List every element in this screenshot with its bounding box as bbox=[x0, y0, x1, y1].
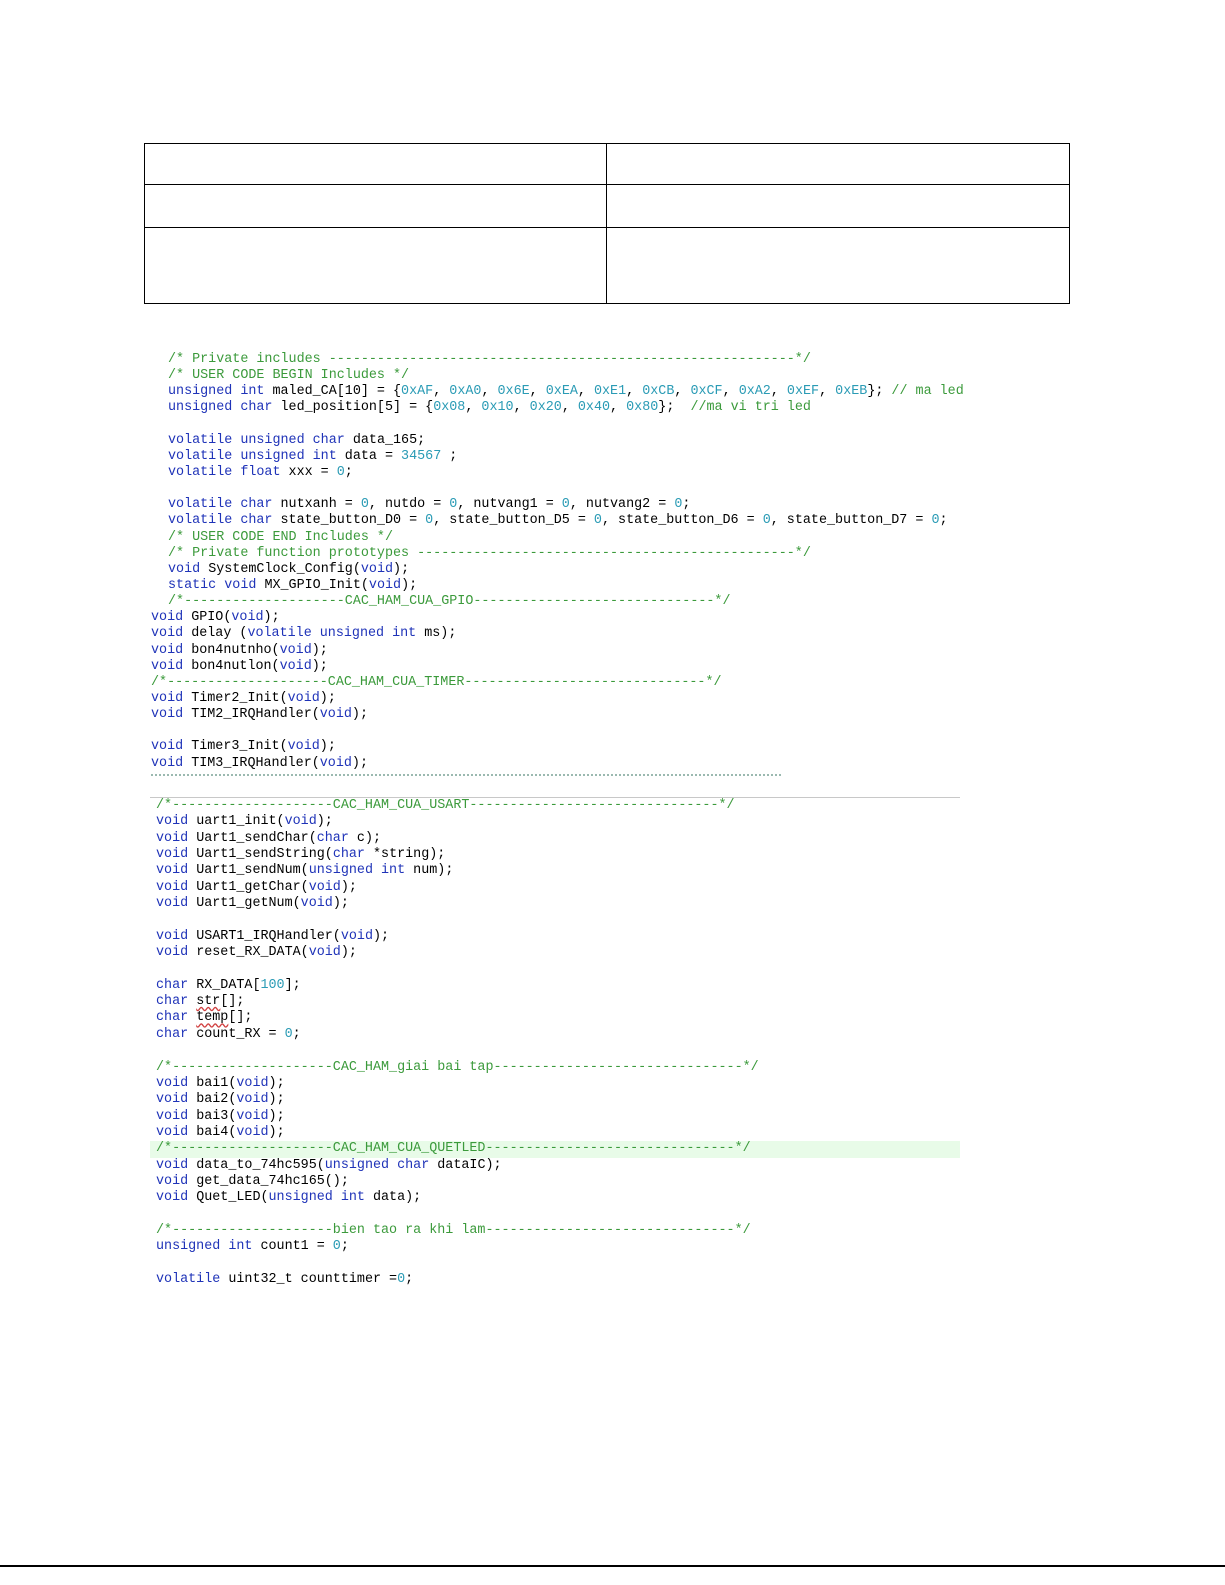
code-token: unsigned int bbox=[168, 384, 265, 400]
code-token: ); bbox=[319, 739, 336, 755]
code-line bbox=[151, 675, 964, 691]
code-line bbox=[151, 562, 964, 578]
code-token: uart1_init( bbox=[188, 814, 285, 830]
code-token: }; bbox=[867, 384, 892, 400]
code-line bbox=[156, 1256, 960, 1272]
code-screenshot-2 bbox=[150, 797, 960, 1288]
code-line bbox=[156, 896, 960, 912]
code-token: ; bbox=[405, 1271, 414, 1287]
code-token: 0 bbox=[674, 497, 683, 513]
code-token: ]; bbox=[284, 977, 301, 993]
code-token: void bbox=[236, 1092, 269, 1108]
code-token: /*--------------------CAC_HAM_CUA_USART-------------------------------*/ bbox=[156, 798, 735, 813]
code-token: , bbox=[819, 384, 836, 400]
code-token: count1 = bbox=[252, 1239, 333, 1255]
code-token: char bbox=[156, 1026, 189, 1042]
code-token: 0xEA bbox=[545, 384, 578, 400]
code-token: reset_RX_DATA( bbox=[188, 945, 309, 961]
code-line bbox=[156, 880, 960, 896]
code-token: Uart1_getChar( bbox=[188, 879, 309, 895]
code-token: Timer2_Init( bbox=[183, 690, 288, 706]
code-token: void bbox=[308, 945, 341, 961]
code-token: 0xCF bbox=[690, 384, 723, 400]
code-token: ; bbox=[340, 1239, 349, 1255]
code-line bbox=[151, 691, 964, 707]
code-token: 0 bbox=[449, 497, 458, 513]
code-line bbox=[150, 1141, 960, 1157]
code-token: , bbox=[561, 400, 578, 416]
code-token: , state_button_D6 = bbox=[601, 513, 763, 529]
code-token: c); bbox=[348, 830, 382, 846]
code-line bbox=[151, 546, 964, 562]
code-token: data); bbox=[364, 1190, 422, 1206]
code-token: ; bbox=[292, 1026, 301, 1042]
code-token: /* USER CODE BEGIN Includes */ bbox=[168, 368, 410, 384]
code-token: char bbox=[316, 830, 349, 846]
code-line bbox=[151, 513, 964, 529]
code-token: state_button_D0 = bbox=[272, 513, 426, 529]
code-token: ); bbox=[311, 658, 328, 674]
code-token: USART1_IRQHandler( bbox=[188, 928, 341, 944]
code-token: void bbox=[156, 1190, 189, 1206]
code-token: str bbox=[196, 994, 221, 1010]
code-screenshot-1 bbox=[151, 352, 964, 772]
code-line bbox=[156, 1092, 960, 1108]
code-token: , bbox=[465, 400, 482, 416]
code-token: char bbox=[332, 847, 365, 863]
code-token: , bbox=[529, 384, 546, 400]
code-line bbox=[151, 530, 964, 546]
code-line bbox=[151, 497, 964, 513]
code-token: ); bbox=[268, 1108, 285, 1124]
code-token: ); bbox=[351, 755, 368, 771]
code-token: get_data_74hc165(); bbox=[188, 1173, 349, 1189]
code-token: void bbox=[151, 626, 184, 642]
code-line bbox=[151, 707, 964, 723]
code-line bbox=[151, 578, 964, 594]
code-token: void bbox=[156, 814, 189, 830]
code-token: }; bbox=[658, 400, 691, 416]
code-line bbox=[151, 594, 964, 610]
code-token: void bbox=[340, 928, 373, 944]
code-token: 0xAF bbox=[401, 384, 434, 400]
code-token: void bbox=[236, 1124, 269, 1140]
code-token: []; bbox=[228, 1010, 253, 1026]
code-line bbox=[151, 756, 964, 772]
code-token: 0x6E bbox=[497, 384, 530, 400]
code-token: ); bbox=[401, 577, 418, 593]
code-token: ; bbox=[441, 448, 458, 464]
code-token: data_to_74hc595( bbox=[188, 1157, 325, 1173]
code-token: dataIC); bbox=[429, 1157, 502, 1173]
code-token: , bbox=[513, 400, 530, 416]
code-token: void bbox=[360, 561, 394, 577]
code-token: 0x20 bbox=[529, 400, 562, 416]
code-token: TIM2_IRQHandler( bbox=[183, 707, 320, 723]
code-token: ); bbox=[311, 642, 328, 658]
code-token: xxx = bbox=[280, 464, 337, 480]
code-token: void bbox=[151, 658, 184, 674]
code-token: unsigned int bbox=[156, 1239, 253, 1255]
code-token: void bbox=[156, 847, 189, 863]
code-token: *string); bbox=[364, 847, 446, 863]
code-token: void bbox=[156, 1108, 189, 1124]
code-token: Uart1_sendString( bbox=[188, 847, 333, 863]
code-line bbox=[156, 1043, 960, 1059]
code-token: ; bbox=[682, 497, 691, 513]
code-token: /* USER CODE END Includes */ bbox=[168, 529, 393, 545]
code-token: 0xEF bbox=[786, 384, 820, 400]
table-cell bbox=[145, 185, 607, 228]
code-line bbox=[156, 1272, 960, 1288]
code-token: data_165; bbox=[344, 432, 426, 448]
code-token: , nutvang2 = bbox=[569, 497, 675, 513]
code-token: void bbox=[156, 928, 189, 944]
code-line bbox=[151, 610, 964, 626]
code-line bbox=[156, 1158, 960, 1174]
code-token: 0xA0 bbox=[449, 384, 482, 400]
code-token: Uart1_sendChar( bbox=[188, 830, 317, 846]
code-token: void bbox=[319, 707, 352, 723]
code-line bbox=[156, 1223, 960, 1239]
code-line bbox=[151, 739, 964, 755]
code-token: ); bbox=[340, 945, 357, 961]
code-line bbox=[156, 1190, 960, 1206]
code-token: []; bbox=[220, 994, 245, 1010]
code-token: volatile char bbox=[168, 513, 273, 529]
code-token: void bbox=[151, 707, 184, 723]
code-line bbox=[151, 626, 964, 642]
code-token: nutxanh = bbox=[272, 497, 361, 513]
code-token: 0 bbox=[561, 497, 570, 513]
code-token: data = bbox=[336, 448, 402, 464]
code-line bbox=[156, 1125, 960, 1141]
code-token: 0 bbox=[336, 464, 345, 480]
table-cell bbox=[606, 144, 1070, 185]
code-token: TIM3_IRQHandler( bbox=[183, 755, 320, 771]
code-line bbox=[151, 352, 964, 368]
code-token: , bbox=[577, 384, 594, 400]
table-row bbox=[145, 185, 1070, 228]
code-token: 0x10 bbox=[481, 400, 514, 416]
code-token: delay ( bbox=[183, 626, 248, 642]
code-token: Quet_LED( bbox=[188, 1190, 269, 1206]
code-token: GPIO( bbox=[183, 610, 232, 626]
code-line bbox=[151, 643, 964, 659]
code-token: 0xA2 bbox=[738, 384, 771, 400]
code-token: uint32_t counttimer = bbox=[220, 1271, 398, 1287]
code-token: void bbox=[284, 814, 317, 830]
code-token: char bbox=[156, 1010, 189, 1026]
code-token: void bbox=[156, 1092, 189, 1108]
code-token: led_position[5] = { bbox=[272, 400, 434, 416]
code-token: ms); bbox=[416, 626, 457, 642]
code-token: , bbox=[770, 384, 787, 400]
table-cell bbox=[606, 228, 1070, 304]
code-line bbox=[156, 1109, 960, 1125]
code-token: void bbox=[319, 755, 352, 771]
code-token bbox=[188, 994, 196, 1009]
code-line bbox=[151, 433, 964, 449]
code-token: void bbox=[368, 577, 402, 593]
code-token: void bbox=[151, 739, 184, 755]
code-token: 0x80 bbox=[626, 400, 659, 416]
code-token: ); bbox=[332, 896, 349, 912]
code-token: 0xCB bbox=[642, 384, 675, 400]
code-token: 0 bbox=[593, 513, 602, 529]
code-token: void bbox=[156, 863, 189, 879]
code-token: void bbox=[287, 690, 320, 706]
code-token: SystemClock_Config( bbox=[200, 561, 361, 577]
code-token: void bbox=[156, 896, 189, 912]
code-token: 0 bbox=[284, 1026, 293, 1042]
code-token: ); bbox=[319, 690, 336, 706]
code-token: num); bbox=[405, 863, 454, 879]
code-token: Uart1_sendNum( bbox=[188, 863, 309, 879]
code-token: , bbox=[610, 400, 627, 416]
code-line bbox=[151, 481, 964, 497]
code-line bbox=[151, 659, 964, 675]
table-cell bbox=[145, 228, 607, 304]
code-token: /* Private function prototypes -----------------------------------------------*/ bbox=[168, 545, 811, 561]
code-token: void bbox=[151, 755, 184, 771]
code-token: temp bbox=[196, 1010, 229, 1026]
code-token: void bbox=[156, 1173, 189, 1189]
code-token: RX_DATA[ bbox=[188, 977, 261, 993]
code-token: char bbox=[156, 994, 189, 1010]
code-line bbox=[156, 1174, 960, 1190]
table-cell bbox=[606, 185, 1070, 228]
code-token: unsigned char bbox=[168, 400, 273, 416]
code-line bbox=[156, 945, 960, 961]
code-token: volatile unsigned int bbox=[168, 448, 337, 464]
table-row bbox=[145, 228, 1070, 304]
code-token: volatile unsigned int bbox=[247, 626, 417, 642]
code-token: 0xE1 bbox=[593, 384, 627, 400]
code-token: unsigned char bbox=[324, 1157, 430, 1173]
code-token: 0x08 bbox=[433, 400, 466, 416]
code-token: /*--------------------CAC_HAM_CUA_QUETLED-------------------------------*/ bbox=[156, 1141, 751, 1157]
code-token: void bbox=[151, 690, 184, 706]
code-token: , nutvang1 = bbox=[457, 497, 562, 513]
page-bottom-rule bbox=[0, 1565, 1225, 1567]
code-token: ); bbox=[393, 561, 410, 577]
code-token: ); bbox=[340, 879, 357, 895]
table-row bbox=[145, 144, 1070, 185]
code-token: void bbox=[236, 1108, 269, 1124]
code-token: bai2( bbox=[188, 1092, 237, 1108]
code-token: void bbox=[156, 1157, 189, 1173]
code-token: bon4nutlon( bbox=[183, 658, 280, 674]
code-token: void bbox=[151, 642, 184, 658]
code-token: volatile bbox=[156, 1271, 221, 1287]
code-token: /*--------------------bien tao ra khi lam-------------------------------*/ bbox=[156, 1222, 751, 1238]
code-line bbox=[156, 1076, 960, 1092]
code-line bbox=[156, 814, 960, 830]
code-token: , state_button_D7 = bbox=[770, 513, 932, 529]
code-line bbox=[151, 465, 964, 481]
code-line bbox=[156, 978, 960, 994]
code-token: ); bbox=[263, 610, 280, 626]
code-token: , nutdo = bbox=[368, 497, 450, 513]
code-line bbox=[156, 863, 960, 879]
code-token: 0 bbox=[762, 513, 771, 529]
code-line bbox=[156, 961, 960, 977]
code-token: 34567 bbox=[401, 448, 442, 464]
code-token: // ma led bbox=[891, 384, 964, 400]
code-line bbox=[151, 368, 964, 384]
code-token: void bbox=[279, 658, 312, 674]
code-line bbox=[151, 449, 964, 465]
code-token: 0 bbox=[931, 513, 940, 529]
code-line bbox=[151, 417, 964, 433]
code-token: volatile float bbox=[168, 464, 281, 480]
code-token: void bbox=[231, 610, 264, 626]
code-token: Uart1_getNum( bbox=[188, 896, 301, 912]
code-line bbox=[156, 994, 960, 1010]
code-line bbox=[156, 798, 960, 814]
code-line bbox=[156, 831, 960, 847]
code-token: void bbox=[156, 1124, 189, 1140]
code-line bbox=[156, 1060, 960, 1076]
code-token: unsigned int bbox=[268, 1190, 365, 1206]
code-token: ); bbox=[268, 1092, 285, 1108]
code-token: char bbox=[156, 977, 189, 993]
code-token: void bbox=[156, 879, 189, 895]
code-line bbox=[151, 384, 964, 400]
code-line bbox=[156, 1239, 960, 1255]
code-token: volatile char bbox=[168, 497, 273, 513]
code-token: maled_CA[10] = { bbox=[264, 384, 402, 400]
code-token: void bbox=[308, 879, 341, 895]
code-token: ; bbox=[344, 464, 353, 480]
code-token: , bbox=[722, 384, 739, 400]
code-token: /*--------------------CAC_HAM_CUA_GPIO------------------------------*/ bbox=[168, 594, 731, 610]
cropped-code-line bbox=[151, 771, 781, 777]
code-token: 0x40 bbox=[577, 400, 611, 416]
code-token: 0 bbox=[360, 497, 369, 513]
code-token: 0 bbox=[397, 1271, 406, 1287]
code-token: void bbox=[168, 561, 201, 577]
code-token: ); bbox=[268, 1124, 285, 1140]
code-token: , state_button_D5 = bbox=[433, 513, 594, 529]
code-token: 100 bbox=[260, 977, 285, 993]
code-token: , bbox=[674, 384, 691, 400]
code-token: unsigned int bbox=[308, 863, 406, 879]
code-line bbox=[151, 723, 964, 739]
code-token: bon4nutnho( bbox=[183, 642, 280, 658]
code-token: static void bbox=[168, 577, 257, 593]
code-token: , bbox=[481, 384, 498, 400]
code-token: 0 bbox=[425, 513, 434, 529]
code-token: void bbox=[156, 1075, 189, 1091]
code-line bbox=[156, 912, 960, 928]
code-token: volatile unsigned char bbox=[168, 432, 345, 448]
code-token: /* Private includes ----------------------------------------------------------*/ bbox=[168, 352, 811, 367]
code-token: void bbox=[300, 896, 333, 912]
code-line bbox=[151, 400, 964, 416]
code-token: void bbox=[236, 1075, 269, 1091]
code-token: 0xEB bbox=[835, 384, 868, 400]
code-line bbox=[156, 847, 960, 863]
code-token: void bbox=[279, 642, 312, 658]
code-token: bai1( bbox=[188, 1075, 237, 1091]
code-token: , bbox=[626, 384, 643, 400]
code-token: bai4( bbox=[188, 1124, 237, 1140]
code-token: ); bbox=[373, 928, 390, 944]
code-token: , bbox=[433, 384, 450, 400]
table-cell bbox=[145, 144, 607, 185]
code-token: /*--------------------CAC_HAM_giai bai tap-------------------------------*/ bbox=[156, 1059, 759, 1075]
code-line bbox=[156, 1207, 960, 1223]
code-token: bai3( bbox=[188, 1108, 237, 1124]
blank-table bbox=[144, 143, 1070, 304]
code-token: /*--------------------CAC_HAM_CUA_TIMER------------------------------*/ bbox=[151, 674, 722, 690]
code-token: Timer3_Init( bbox=[183, 739, 288, 755]
code-token: void bbox=[287, 739, 320, 755]
code-token: ); bbox=[316, 814, 333, 830]
code-token bbox=[188, 1010, 196, 1025]
code-token: 0 bbox=[332, 1239, 341, 1255]
code-token: void bbox=[156, 945, 189, 961]
code-token: ; bbox=[939, 513, 948, 529]
code-token: void bbox=[156, 830, 189, 846]
code-line bbox=[156, 929, 960, 945]
code-token: ); bbox=[268, 1075, 285, 1091]
code-token: count_RX = bbox=[188, 1026, 285, 1042]
code-token: MX_GPIO_Init( bbox=[256, 577, 369, 593]
code-line bbox=[156, 1010, 960, 1026]
code-line bbox=[156, 1027, 960, 1043]
code-token: ); bbox=[351, 707, 368, 723]
code-token: //ma vi tri led bbox=[690, 400, 811, 416]
code-token: void bbox=[151, 610, 184, 626]
